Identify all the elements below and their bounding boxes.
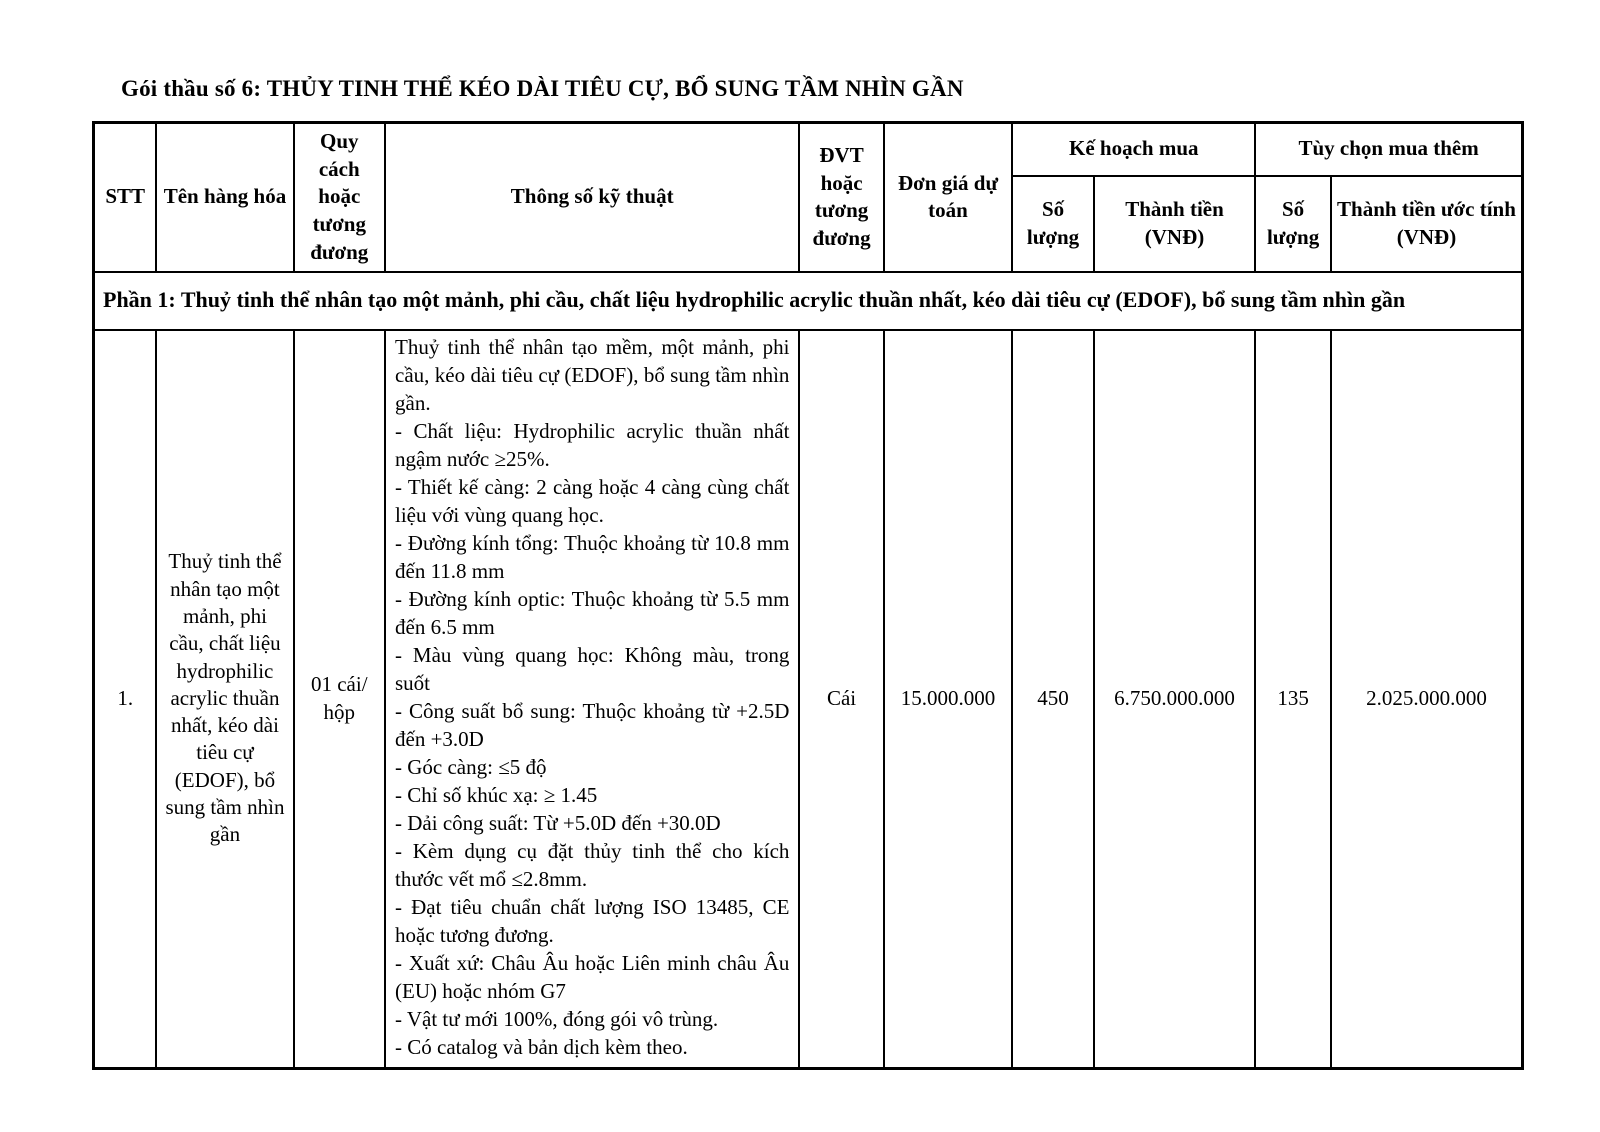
- col-header-thanh-tien-2: Thành tiền ước tính (VNĐ): [1331, 176, 1523, 272]
- cell-so-luong-2: 135: [1255, 330, 1331, 1069]
- spec-line: - Đường kính optic: Thuộc khoảng từ 5.5 mm đến 6.5 mm: [395, 586, 790, 639]
- table-row: [94, 330, 1523, 1069]
- spec-line: - Có catalog và bản dịch kèm theo.: [395, 1034, 688, 1059]
- procurement-table: [92, 121, 1524, 1070]
- spec-line: - Vật tư mới 100%, đóng gói vô trùng.: [395, 1006, 719, 1031]
- spec-line: - Góc càng: ≤5 độ: [395, 754, 547, 779]
- col-header-so-luong-1: Số lượng: [1012, 176, 1093, 272]
- spec-line: - Màu vùng quang học: Không màu, trong suốt: [395, 642, 790, 695]
- cell-ten-hang-hoa: Thuỷ tinh thể nhân tạo một mảnh, phi cầu, chất liệu hydrophilic acrylic thuần nhất, kéo dài tiêu cự (EDOF), bổ sung tầm nhìn gần: [156, 330, 293, 1069]
- spec-line: - Đạt tiêu chuẩn chất lượng ISO 13485, CE hoặc tương đương.: [395, 894, 790, 947]
- spec-line: - Chỉ số khúc xạ: ≥ 1.45: [395, 782, 598, 807]
- col-header-thong-so-ky-thuat: Thông số kỹ thuật: [385, 123, 799, 272]
- cell-stt: 1.: [94, 330, 157, 1069]
- spec-line: - Thiết kế càng: 2 càng hoặc 4 càng cùng chất liệu với vùng quang học.: [395, 474, 790, 527]
- col-header-ten-hang-hoa: Tên hàng hóa: [156, 123, 293, 272]
- section-row: [94, 272, 1523, 330]
- cell-thong-so-ky-thuat: [385, 330, 799, 1069]
- spec-line: - Đường kính tổng: Thuộc khoảng từ 10.8 mm đến 11.8 mm: [395, 530, 790, 583]
- spec-line: - Công suất bổ sung: Thuộc khoảng từ +2.5D đến +3.0D: [395, 698, 790, 751]
- spec-line: - Dải công suất: Từ +5.0D đến +30.0D: [395, 810, 721, 835]
- cell-quy-cach: 01 cái/ hộp: [294, 330, 385, 1069]
- table-header: [94, 123, 1523, 272]
- col-header-stt: STT: [94, 123, 157, 272]
- spec-line: Thuỷ tinh thể nhân tạo mềm, một mảnh, phi cầu, kéo dài tiêu cự (EDOF), bổ sung tầm nhìn gần.: [395, 334, 790, 415]
- cell-don-gia-du-toan: 15.000.000: [884, 330, 1013, 1069]
- document-title: Gói thầu số 6: THỦY TINH THỂ KÉO DÀI TIÊU CỰ, BỔ SUNG TẦM NHÌN GẦN: [121, 76, 964, 101]
- col-header-dvt: ĐVT hoặc tương đương: [799, 123, 883, 272]
- section-title: Phần 1: Thuỷ tinh thể nhân tạo một mảnh, phi cầu, chất liệu hydrophilic acrylic thuần nhất, kéo dài tiêu cự (EDOF), bổ sung tầm nhìn gần: [94, 272, 1523, 330]
- col-header-thanh-tien-1: Thành tiền (VNĐ): [1094, 176, 1255, 272]
- cell-so-luong-1: 450: [1012, 330, 1093, 1069]
- col-header-don-gia-du-toan: Đơn giá dự toán: [884, 123, 1013, 272]
- cell-thanh-tien-1: 6.750.000.000: [1094, 330, 1255, 1069]
- cell-dvt: Cái: [799, 330, 883, 1069]
- spec-line: - Kèm dụng cụ đặt thủy tinh thể cho kích thước vết mổ ≤2.8mm.: [395, 838, 790, 891]
- col-group-tuy-chon-mua-them: Tùy chọn mua thêm: [1255, 123, 1522, 176]
- spec-line: - Chất liệu: Hydrophilic acrylic thuần nhất ngậm nước ≥25%.: [395, 418, 790, 471]
- col-header-quy-cach: Quy cách hoặc tương đương: [294, 123, 385, 272]
- col-group-ke-hoach-mua: Kế hoạch mua: [1012, 123, 1255, 176]
- cell-thanh-tien-2: 2.025.000.000: [1331, 330, 1523, 1069]
- col-header-so-luong-2: Số lượng: [1255, 176, 1331, 272]
- spec-line: - Xuất xứ: Châu Âu hoặc Liên minh châu Âu (EU) hoặc nhóm G7: [395, 950, 790, 1003]
